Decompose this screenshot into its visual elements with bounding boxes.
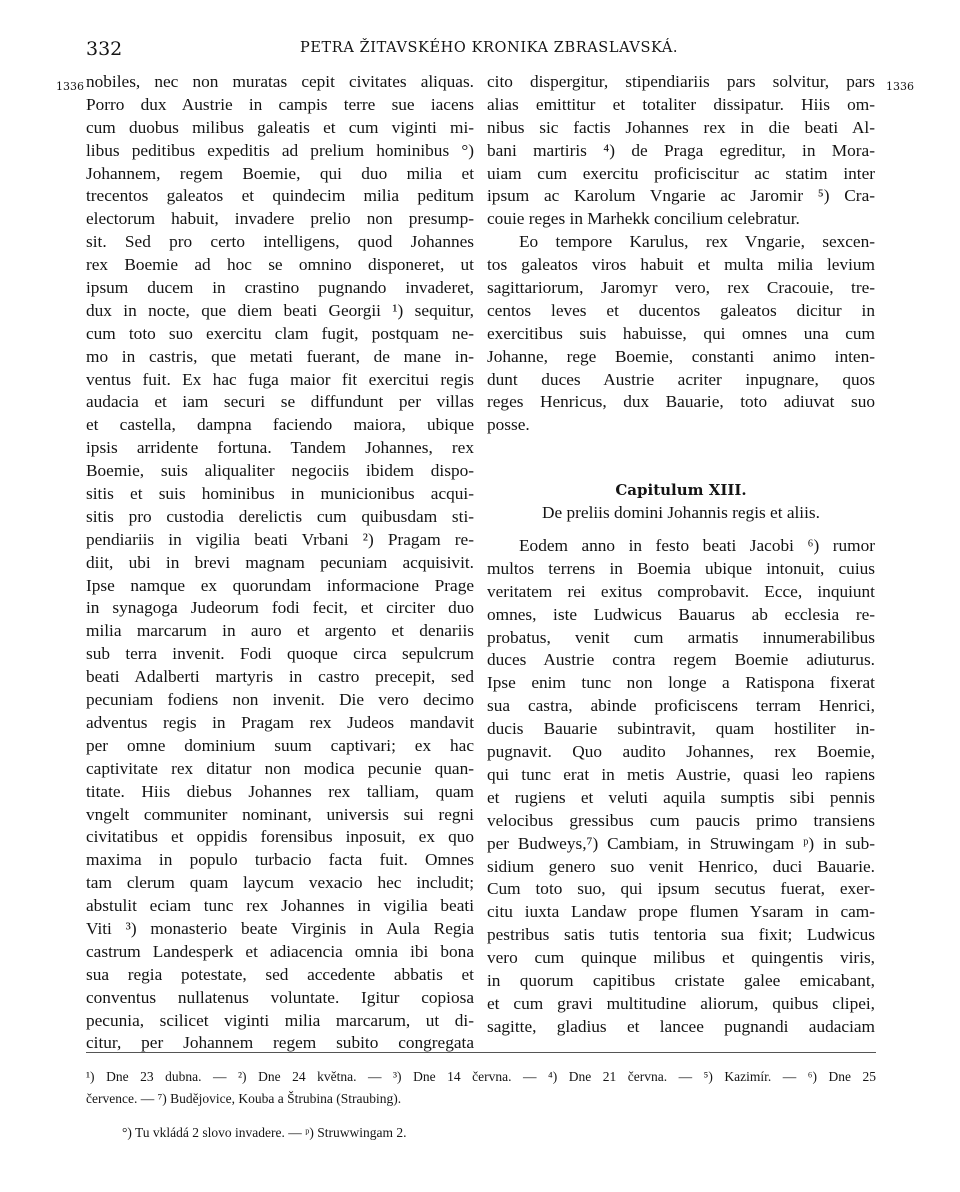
text-line: trecentos galeatos et quindecim milia peditum (86, 186, 474, 206)
margin-year-right: 1336 (886, 80, 914, 93)
text-line: ducis Bauarie subintravit, quam hostiliter in- (487, 719, 875, 739)
text-line: et castella, dampna faciendo maiora, ubique (86, 415, 474, 435)
chapter-subtitle: De preliis domini Johannis regis et aliis. (542, 503, 820, 523)
text-line: ipsum ducem in crastino pugnando invaderet, (86, 278, 474, 298)
margin-year-left: 1336 (56, 80, 84, 93)
text-line: veritatem rei exitus comprobavit. Ecce, inquiunt (487, 581, 875, 601)
text-line: Cum toto suo, qui ipsum secutus fuerat, exer- (487, 879, 875, 899)
text-line: Johanne, rege Boemie, constanti animo inten- (487, 346, 875, 366)
text-line: Johannem, regem Boemie, qui duo milia et (86, 163, 474, 183)
footnote-line-3: °) Tu vkládá 2 slovo invadere. — ᵖ) Struwwingam 2. (122, 1125, 407, 1140)
text-line: sub terra invenit. Fodi quoque circa sepulcrum (86, 644, 474, 664)
text-line: nobiles, nec non muratas cepit civitates aliquas. (86, 72, 474, 91)
text-line: probatus, venit cum armatis innumerabilibus (487, 627, 875, 647)
text-line: posse. (487, 415, 530, 435)
text-line: maxima in populo turbacio facta fuit. Omnes (86, 850, 474, 870)
text-line: nibus sic factis Johannes rex in die beati Al- (487, 117, 875, 137)
text-line: reges Henricus, dux Bauarie, toto adiuvat suo (487, 392, 875, 412)
running-title: PETRA ŽITAVSKÉHO KRONIKA ZBRASLAVSKÁ. (300, 40, 679, 56)
footnote-line-2: července. — ⁷) Budějovice, Kouba a Štrubina (Straubing). (86, 1091, 402, 1106)
text-line: mo in castris, que metati fuerant, de mane in- (86, 346, 474, 366)
text-line: cito dispergitur, stipendiariis pars solvitur, pars (487, 72, 875, 91)
text-line: pecuniam fodiens non invenit. Die vero decimo (86, 690, 474, 710)
footnote-gap (86, 1110, 876, 1122)
text-line: sitis pro custodia derelictis cum quibusdam sti- (86, 506, 474, 526)
paragraph-3 (487, 535, 875, 1039)
text-line: ipsis arridente fortuna. Tandem Johannes, rex (86, 438, 474, 458)
text-line: sagittariorum, Jaromyr vero, rex Cracouie, tre- (487, 278, 875, 298)
text-line: Ipse enim tunc non longe a Ratispona fixerat (487, 673, 875, 693)
text-line: pestribus satis tutis tentoria sua fixit; Ludwicus (487, 925, 875, 945)
text-line: diit, ubi in brevi magnam pecuniam acquisivit. (86, 552, 474, 572)
text-line: dux in nocte, que diem beati Georgii ¹) sequitur, (86, 300, 474, 320)
heading-gap (487, 525, 875, 535)
right-text-column (487, 71, 875, 1039)
text-line: citur, per Johannem regem subito congregata (86, 1033, 474, 1053)
text-line: cum toto suo exercitu clam fugit, postquam ne- (86, 323, 474, 343)
text-line: vero cum quinque milibus et quingentis viris, (487, 948, 875, 968)
text-line: sua castra, abinde proficiscens terram Henrici, (487, 696, 875, 716)
text-line: pugnavit. Quo audito Johannes, rex Boemie, (487, 742, 875, 762)
text-line: sagitte, gladius et lancee pugnandi audaciam (487, 1016, 875, 1036)
text-line: milia marcarum in auro et argento et denariis (86, 621, 474, 641)
text-line: conventus nullatenus voluntate. Igitur copiosa (86, 987, 474, 1007)
text-line: in quorum capitibus cristate galee emicabant, (487, 970, 875, 990)
text-line: titate. Hiis diebus Johannes rex talliam, quam (86, 781, 474, 801)
footnote-divider (86, 1052, 876, 1053)
paragraph-2 (487, 231, 875, 437)
text-line: castrum Landesperk et adiacencia omnia ibi bona (86, 941, 474, 961)
text-line: duces Austrie contra regem Boemie adiuturus. (487, 650, 875, 670)
text-line: exercitibus suis habuisse, qui omnes una cum (487, 323, 875, 343)
text-line: captivitate rex ditatur non modica pecunie quan- (86, 758, 474, 778)
text-line: omnes, iste Ludwicus Bauarus ab ecclesia re- (487, 604, 875, 624)
text-line: rex Boemie ad hoc se omnino disponeret, ut (86, 255, 474, 275)
text-line: electorum habuit, invadere prelio non presump- (86, 209, 474, 229)
text-line: Eodem anno in festo beati Jacobi ⁶) rumor (519, 536, 875, 556)
text-line: Boemie, suis aliqualiter negociis ibidem dispo- (86, 461, 474, 481)
text-line: qui tunc erat in metis Austrie, quasi leo rapiens (487, 764, 875, 784)
text-line: dunt duces Austrie acriter inpugnare, quos (487, 369, 875, 389)
paragraph-1 (487, 71, 875, 231)
text-line: in synagoga Judeorum fodi fecit, et circiter duo (86, 598, 474, 618)
text-line: per omne dominium suum captivari; ex hac (86, 735, 474, 755)
text-line: ventus fuit. Ex hac fuga maior fit exercitui regis (86, 369, 474, 389)
footnote-line-1: ¹) Dne 23 dubna. — ²) Dne 24 května. — ³) Dne 14 června. — ⁴) Dne 21 června. — ⁵) Kazimír. — ⁶) Dne 25 (86, 1069, 876, 1084)
text-line: cum duobus milibus galeatis et cum viginti mi- (86, 117, 474, 137)
text-line: citu iuxta Landaw prope flumen Ysaram in cam- (487, 902, 875, 922)
text-line: pecunia, scilicet viginti milia marcarum, ut di- (86, 1010, 474, 1030)
text-line: uiam cum exercitu proficiscitur ac statim inter (487, 163, 875, 183)
text-line: velocibus gressibus cum paucis primo transiens (487, 810, 875, 830)
text-line: Porro dux Austrie in campis terre sue iacens (86, 94, 474, 114)
text-line: civitatibus et oppidis forensibus inposuit, ex quo (86, 827, 474, 847)
text-line: Ipse namque ex quorundam informacione Prage (86, 575, 474, 595)
text-line: beati Adalberti martyris in castro precepit, sed (86, 667, 474, 687)
page-header (0, 38, 960, 60)
text-line: bani martiris ⁴) de Praga egreditur, in Mora- (487, 140, 875, 160)
left-text-column (86, 71, 474, 1055)
text-line: Viti ³) monasterio beate Virginis in Aula Regia (86, 918, 474, 938)
text-line: tos galeatos viros habuit et multa milia levium (487, 255, 875, 275)
text-line: adventus regis in Pragam rex Judeos mandavit (86, 712, 474, 732)
text-line: et cum gravi multitudine aliorum, quibus clipei, (487, 993, 875, 1013)
text-line: abstulit eciam tunc rex Johannes in vigilia beati (86, 896, 474, 916)
text-line: sit. Sed pro certo intelligens, quod Johannes (86, 232, 474, 252)
text-line: sidium genero suo venit Henrico, duci Bauarie. (487, 856, 875, 876)
text-line: tam clerum quam laycum vexacio hec includit; (86, 873, 474, 893)
text-line: Eo tempore Karulus, rex Vngarie, sexcen- (519, 232, 875, 252)
text-line: sitis et suis hominibus in municionibus acqui- (86, 484, 474, 504)
section-gap (487, 437, 875, 479)
chapter-heading: Capitulum XIII. (615, 481, 747, 500)
text-line: audacia et iam securi se diffundunt per villas (86, 392, 474, 412)
text-line: ipsum ac Karolum Vngarie ac Jaromir ⁵) Cra- (487, 186, 875, 206)
text-line: centos leves et ducentos galeatos dicitur in (487, 300, 875, 320)
text-line: couie reges in Marhekk concilium celebratur. (487, 209, 800, 229)
text-line: pendiariis in vigilia beati Vrbani ²) Pragam re- (86, 529, 474, 549)
text-line: libus peditibus expeditis ad prelium hominibus °) (86, 140, 474, 160)
footnotes (86, 1066, 876, 1144)
text-line: per Budweys,⁷) Cambiam, in Struwingam ᵖ) in sub- (487, 833, 875, 853)
text-line: sua regia potestate, sed accedente abbatis et (86, 964, 474, 984)
text-line: alias emittitur et totaliter dissipatur. Hiis om- (487, 94, 875, 114)
text-line: vngelt communiter nominant, universis sui regni (86, 804, 474, 824)
text-line: et rugiens et veluti aquila sumptis sibi pennis (487, 787, 875, 807)
text-line: multos terrens in Boemia ubique intonuit, cuius (487, 558, 875, 578)
page-number: 332 (86, 38, 123, 60)
